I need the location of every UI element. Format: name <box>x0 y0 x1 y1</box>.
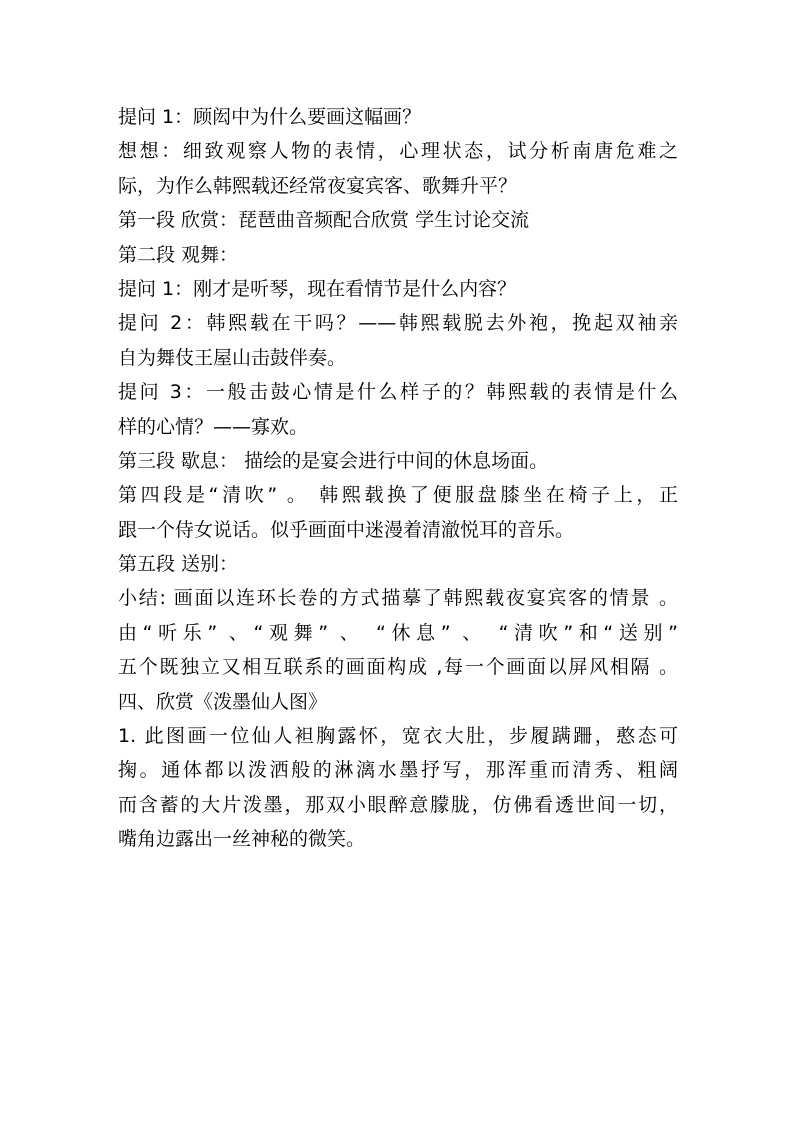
section-4-line-1: 第四段是“清吹” 。 韩熙载换了便服盘膝坐在椅子上，正 <box>118 484 678 507</box>
section-4-line-2: 跟一个侍女说话。似乎画面中迷漫着清澈悦耳的音乐。 <box>118 518 575 541</box>
part-4-paragraph-line-1: 1. 此图画一位仙人袒胸露怀，宽衣大肚，步履蹒跚，憨态可 <box>118 725 678 748</box>
section-2-heading: 第二段 观舞： <box>118 243 239 266</box>
section-2-question-2-line-2: 自为舞伎王屋山击鼓伴奏。 <box>118 346 347 369</box>
section-3-heading: 第三段 歇息： 描绘的是宴会进行中间的休息场面。 <box>118 449 549 472</box>
part-4-paragraph-line-3: 而含蓄的大片泼墨，那双小眼醉意朦胧，仿佛看透世间一切， <box>118 793 678 816</box>
section-2-question-2-line-1: 提问 2：韩熙载在干吗？——韩熙载脱去外袍，挽起双袖亲 <box>118 312 678 335</box>
section-1-heading: 第一段 欣赏：琵琶曲音频配合欣赏 学生讨论交流 <box>118 209 530 232</box>
summary-line-1: 小结: 画面以连环长卷的方式描摹了韩熙载夜宴宾客的情景 。 <box>118 587 678 610</box>
think-line-1: 想想：细致观察人物的表情，心理状态，试分析南唐危难之 <box>118 140 678 163</box>
document-body <box>118 100 678 857</box>
section-2-question-1: 提问 1：刚才是听琴，现在看情节是什么内容？ <box>118 277 517 300</box>
question-1-line: 提问 1：顾闳中为什么要画这幅画？ <box>118 106 422 128</box>
part-4-paragraph-line-2: 掬。通体都以泼洒般的淋漓水墨抒写，那浑重而清秀、粗阔 <box>118 759 678 782</box>
section-2-question-3-line-1: 提问 3：一般击鼓心情是什么样子的？韩熙载的表情是什么 <box>118 381 678 404</box>
summary-line-2: 由“听乐” 、“观舞” 、 “休息” 、 “清吹”和“送别” <box>118 621 678 644</box>
think-line-2: 际，为作么韩熙载还经常夜宴宾客、歌舞升平？ <box>118 174 518 197</box>
part-4-paragraph-line-4: 嘴角边露出一丝神秘的微笑。 <box>118 828 366 851</box>
part-4-heading: 四、欣赏《泼墨仙人图》 <box>118 690 328 713</box>
section-2-question-3-line-2: 样的心情？——寡欢。 <box>118 415 309 438</box>
summary-line-3: 五个既独立又相互联系的画面构成 ,每一个画面以屏风相隔 。 <box>118 656 678 679</box>
section-5-heading: 第五段 送别： <box>118 553 239 576</box>
